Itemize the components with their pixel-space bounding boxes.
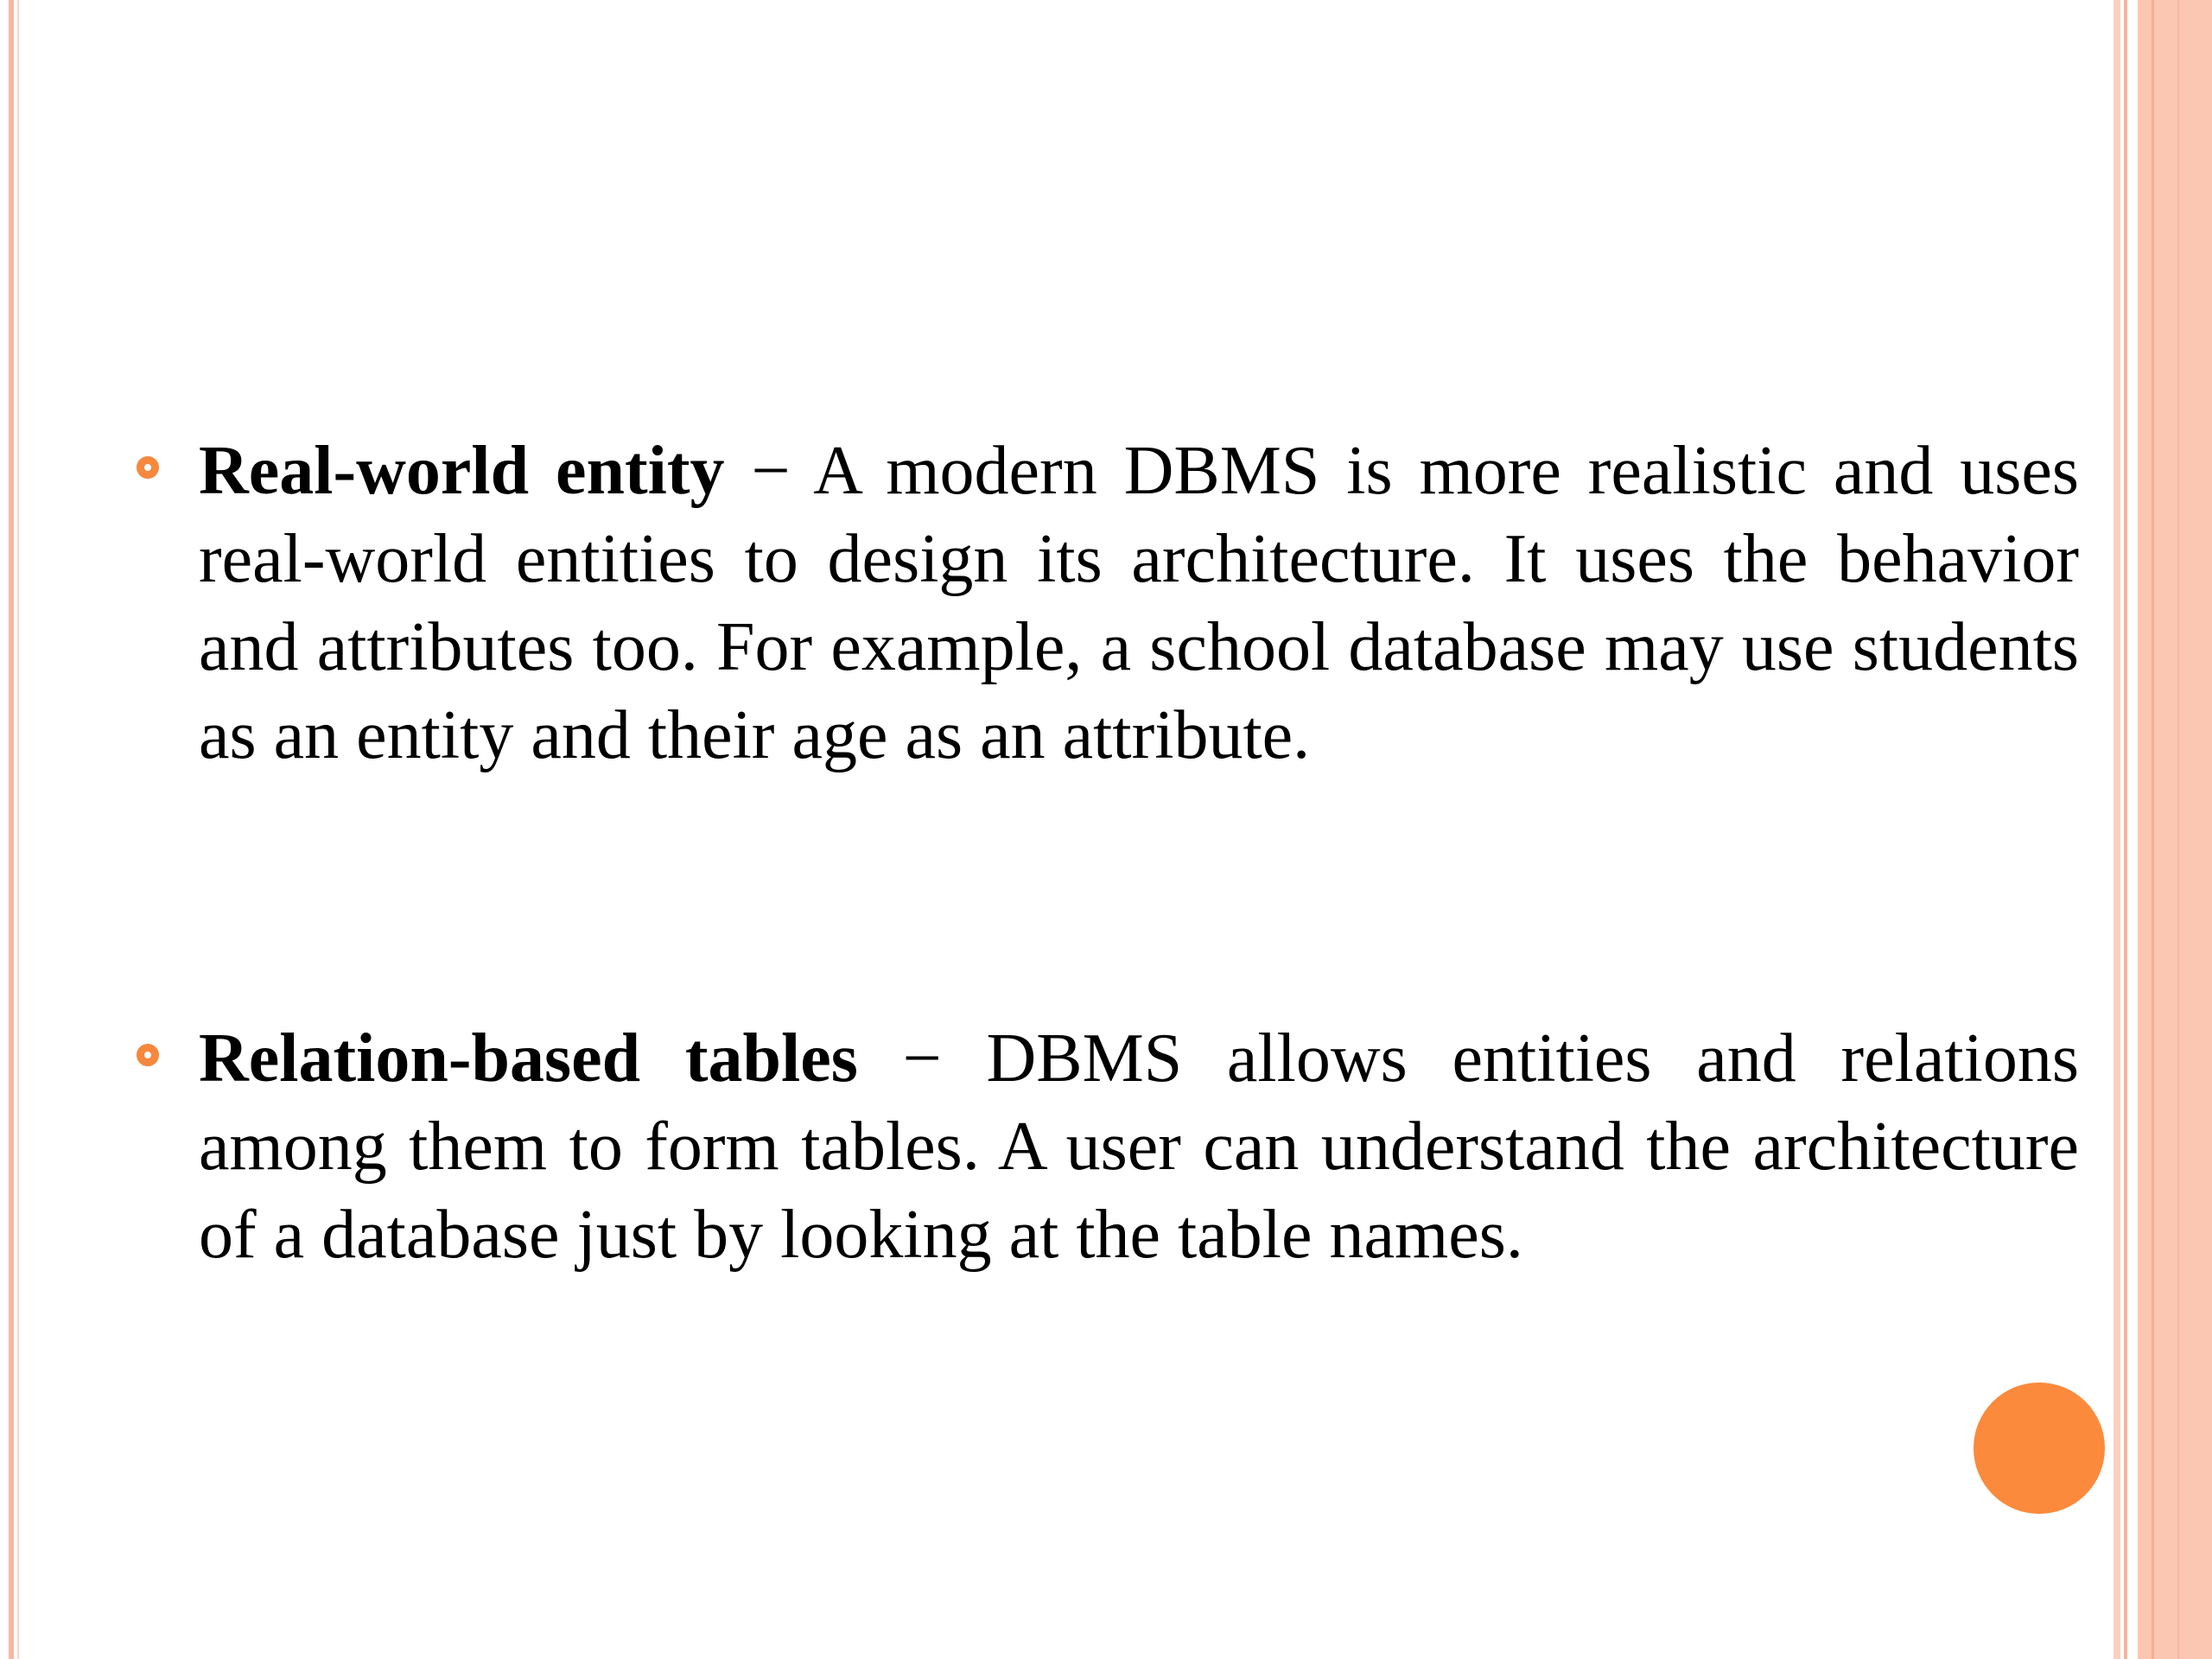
- right-border-line: [2113, 0, 2120, 1659]
- left-border-line: [9, 0, 14, 1659]
- bullet-text: A modern DBMS is more realistic and uses real-world entities to design its architecture. It uses the behavior and attributes too. For example, a school database may use students as an entity and their age as an attribute.: [199, 433, 2080, 773]
- left-border-line-thin: [17, 0, 19, 1659]
- bullet-term: Relation-based tables: [199, 1020, 858, 1096]
- hollow-circle-bullet-icon: [137, 456, 159, 479]
- right-border-band: [2138, 0, 2212, 1659]
- bullet-text: DBMS allows entities and relations among them to form tables. A user can understand the architecture of a database just by looking at the table names.: [199, 1020, 2079, 1273]
- bullet-term: Real-world entity: [199, 433, 725, 509]
- right-border-line: [2177, 0, 2179, 1659]
- hollow-circle-bullet-icon: [137, 1044, 159, 1066]
- bullet-separator: −: [857, 1020, 987, 1096]
- bullet-item-real-world-entity: [199, 427, 2079, 779]
- bullet-separator: −: [724, 433, 814, 509]
- orange-circle-decoration: [1974, 1382, 2105, 1514]
- bullet-item-relation-based-tables: [199, 1014, 2079, 1279]
- right-border-line: [2124, 0, 2127, 1659]
- right-border-line: [2152, 0, 2154, 1659]
